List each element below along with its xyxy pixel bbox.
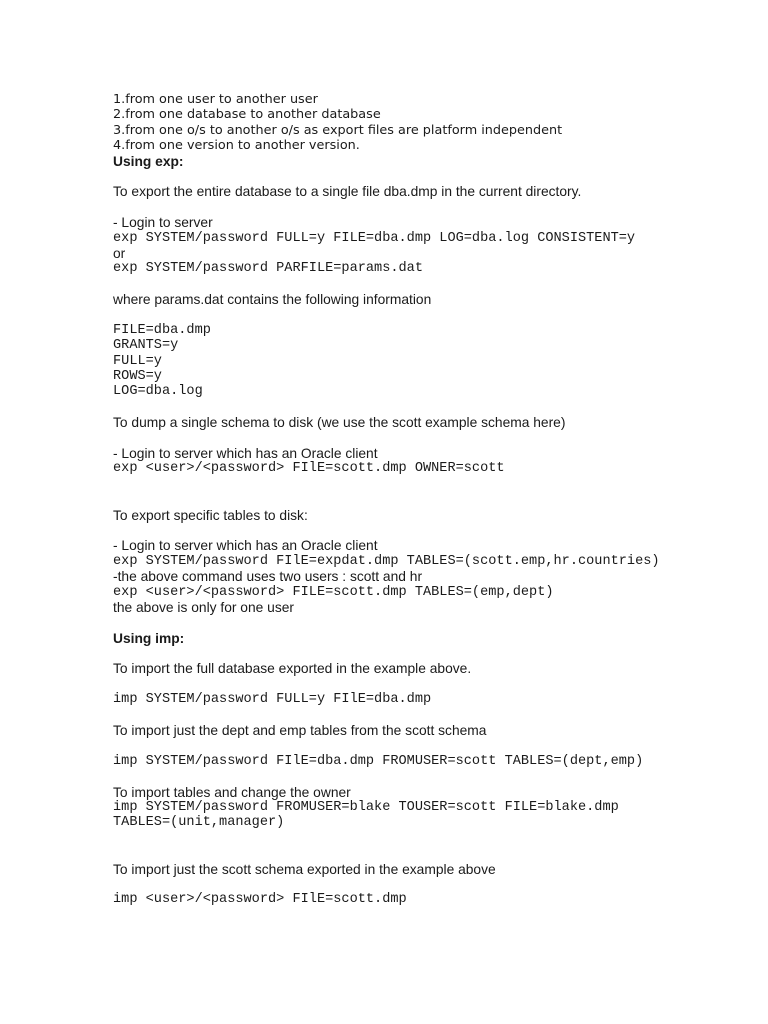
intro-line-3: 3.from one o/s to another o/s as export files are platform independent [113,122,563,138]
exp-param-line: FULL=y [113,353,162,369]
exp-schema-cmd: exp <user>/<password> FIlE=scott.dmp OWNER=scott [113,461,505,477]
imp-full-cmd: imp SYSTEM/password FULL=y FIlE=dba.dmp [113,692,432,708]
exp-tables-note1: -the above command uses two users : scott and hr [113,569,423,585]
exp-full-cmd1: exp SYSTEM/password FULL=y FILE=dba.dmp LOG=dba.log CONSISTENT=y [113,230,636,246]
exp-param-line: LOG=dba.log [113,384,203,400]
imp-dept-emp-cmd: imp SYSTEM/password FIlE=dba.dmp FROMUSER=scott TABLES=(dept,emp) [113,753,644,769]
exp-params-desc: where params.dat contains the following information [113,292,432,308]
imp-scott-desc: To import just the scott schema exported in the example above [113,861,496,877]
exp-param-line: ROWS=y [113,369,162,385]
exp-tables-cmd2: exp <user>/<password> FILE=scott.dmp TABLES=(emp,dept) [113,584,554,600]
intro-line-2: 2.from one database to another database [113,107,381,123]
exp-tables-cmd1: exp SYSTEM/password FIlE=expdat.dmp TABLES=(scott.emp,hr.countries) [113,553,660,569]
imp-scott-cmd: imp <user>/<password> FIlE=scott.dmp [113,892,407,908]
imp-owner-desc: To import tables and change the owner [113,784,351,800]
exp-tables-login: - Login to server which has an Oracle client [113,538,378,554]
intro-line-4: 4.from one version to another version. [113,138,360,154]
document-body [113,92,753,908]
imp-heading: Using imp: [113,630,185,646]
exp-param-line: FILE=dba.dmp [113,322,211,338]
exp-param-line: GRANTS=y [113,338,179,354]
imp-full-desc: To import the full database exported in the example above. [113,661,472,677]
exp-full-cmd2: exp SYSTEM/password PARFILE=params.dat [113,261,423,277]
exp-tables-desc: To export specific tables to disk: [113,507,308,523]
exp-schema-login: - Login to server which has an Oracle client [113,445,378,461]
imp-owner-cmd1: imp SYSTEM/password FROMUSER=blake TOUSER=scott FILE=blake.dmp [113,799,619,815]
exp-schema-desc: To dump a single schema to disk (we use the scott example schema here) [113,415,566,431]
imp-owner-cmd2: TABLES=(unit,manager) [113,815,285,831]
exp-full-or: or [113,245,126,261]
exp-tables-note2: the above is only for one user [113,599,295,615]
intro-line-1: 1.from one user to another user [113,92,318,107]
exp-full-login: - Login to server [113,215,213,231]
exp-full-desc: To export the entire database to a single file dba.dmp in the current directory. [113,184,582,200]
exp-heading: Using exp: [113,153,184,169]
imp-dept-emp-desc: To import just the dept and emp tables from the scott schema [113,723,487,739]
